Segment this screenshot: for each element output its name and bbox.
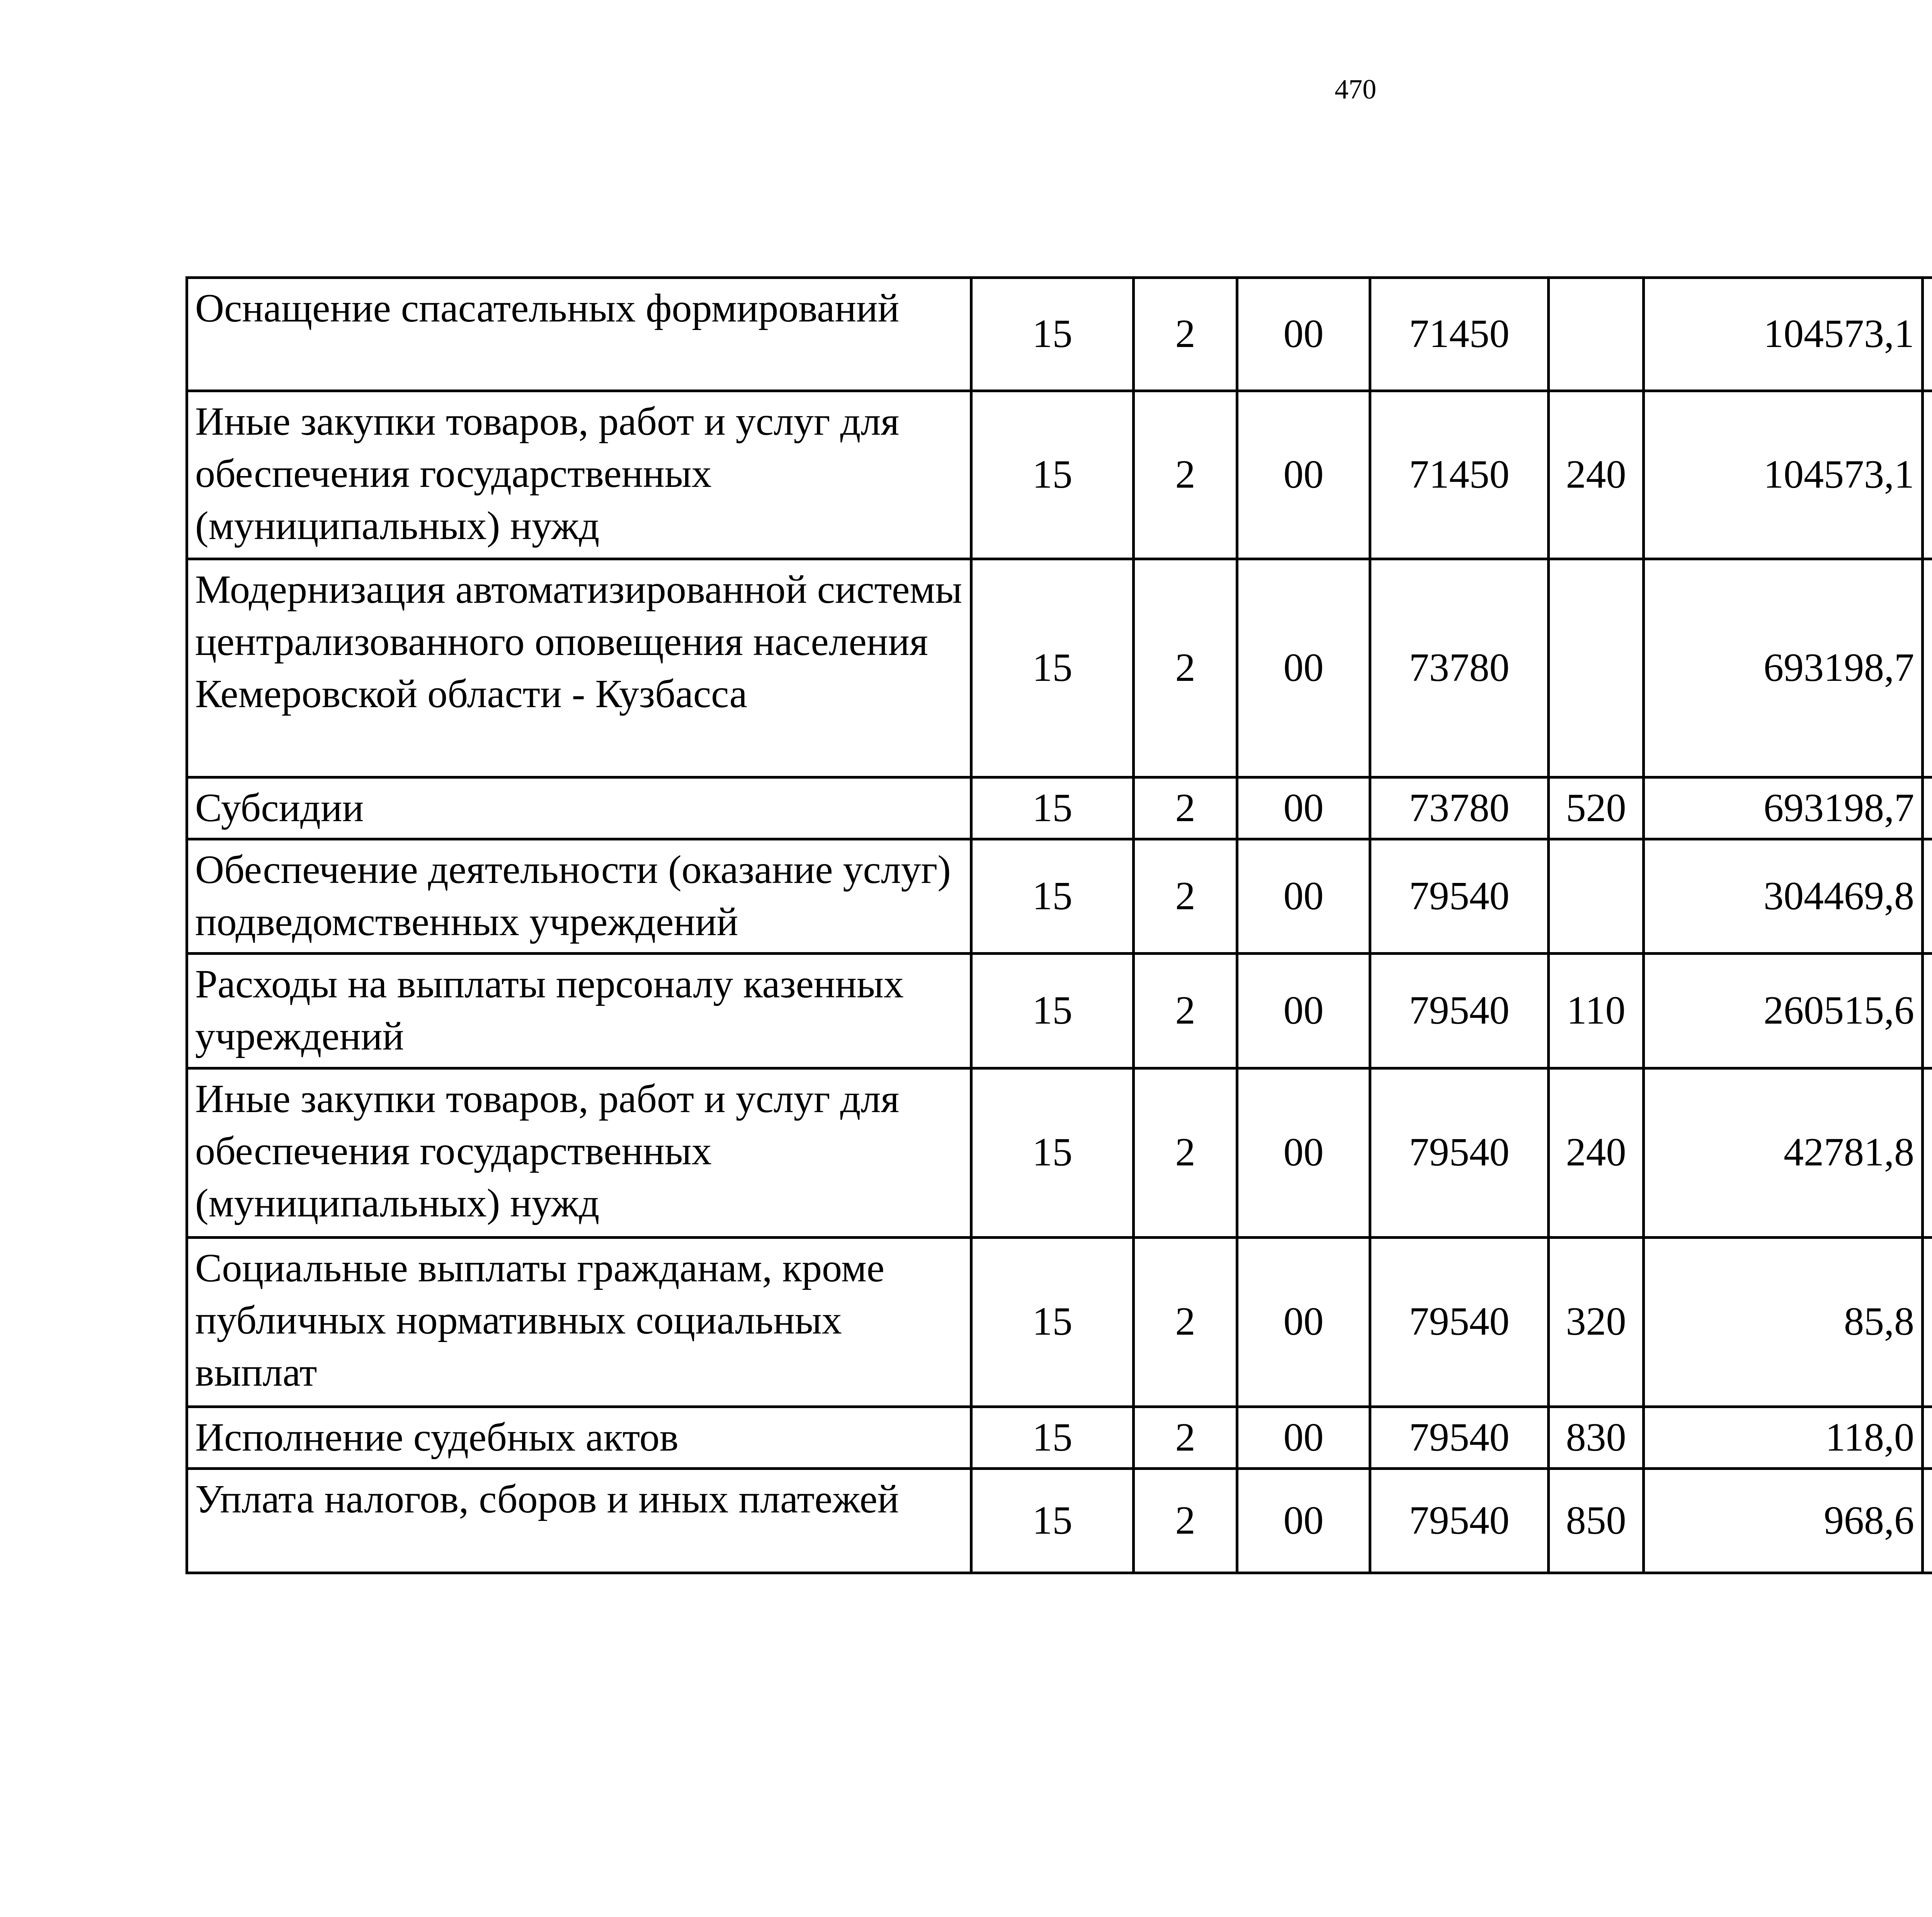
direction-code-cell: 73780: [1370, 559, 1549, 777]
amount-cell-1: 693198,7: [1644, 777, 1923, 839]
program-code-cell: 2: [1134, 953, 1237, 1068]
row-name-cell: Иные закупки товаров, работ и услуг для обеспечения государственных (муниципальных) нужд: [187, 391, 971, 559]
direction-code-cell: 71450: [1370, 278, 1549, 391]
subprogram-code-cell: 00: [1237, 1468, 1370, 1573]
expense-type-cell: 110: [1549, 953, 1644, 1068]
section-code-cell: 15: [971, 953, 1134, 1068]
section-code-cell: 15: [971, 559, 1134, 777]
table-row: [187, 839, 1932, 953]
amount-cell-1: 693198,7: [1644, 559, 1923, 777]
expense-type-cell: 850: [1549, 1468, 1644, 1573]
subprogram-code-cell: 00: [1237, 839, 1370, 953]
row-name-cell: Иные закупки товаров, работ и услуг для обеспечения государственных (муниципальных) нужд: [187, 1068, 971, 1237]
amount-cell-1: 260515,6: [1644, 953, 1923, 1068]
expense-type-cell: [1549, 559, 1644, 777]
table-row: [187, 953, 1932, 1068]
program-code-cell: 2: [1134, 391, 1237, 559]
subprogram-code-cell: 00: [1237, 1237, 1370, 1407]
subprogram-code-cell: 00: [1237, 1068, 1370, 1237]
direction-code-cell: 79540: [1370, 1468, 1549, 1573]
expense-type-cell: 320: [1549, 1237, 1644, 1407]
amount-cell-2: [1923, 391, 1932, 559]
amount-cell-2: [1923, 1237, 1932, 1407]
section-code-cell: 15: [971, 1468, 1134, 1573]
table-row: [187, 1068, 1932, 1237]
section-code-cell: 15: [971, 777, 1134, 839]
expense-type-cell: 830: [1549, 1407, 1644, 1468]
amount-cell-1: 118,0: [1644, 1407, 1923, 1468]
amount-cell-2: [1923, 559, 1932, 777]
amount-cell-2: [1923, 1468, 1932, 1573]
table-row: [187, 559, 1932, 777]
section-code-cell: 15: [971, 391, 1134, 559]
amount-cell-2: [1923, 953, 1932, 1068]
row-name-cell: Социальные выплаты гражданам, кроме публичных нормативных социальных выплат: [187, 1237, 971, 1407]
row-name-cell: Оснащение спасательных формирований: [187, 278, 971, 391]
row-name-cell: Модернизация автоматизированной системы централизованного оповещения населения Кемеровской области - Кузбасса: [187, 559, 971, 777]
section-code-cell: 15: [971, 839, 1134, 953]
subprogram-code-cell: 00: [1237, 953, 1370, 1068]
direction-code-cell: 79540: [1370, 953, 1549, 1068]
section-code-cell: 15: [971, 1407, 1134, 1468]
amount-cell-1: 104573,1: [1644, 278, 1923, 391]
section-code-cell: 15: [971, 1068, 1134, 1237]
row-name-cell: Исполнение судебных актов: [187, 1407, 971, 1468]
expense-type-cell: [1549, 839, 1644, 953]
direction-code-cell: 79540: [1370, 839, 1549, 953]
amount-cell-1: 42781,8: [1644, 1068, 1923, 1237]
expense-type-cell: 240: [1549, 1068, 1644, 1237]
direction-code-cell: 79540: [1370, 1068, 1549, 1237]
direction-code-cell: 73780: [1370, 777, 1549, 839]
amount-cell-2: [1923, 278, 1932, 391]
direction-code-cell: 79540: [1370, 1407, 1549, 1468]
amount-cell-2: [1923, 1068, 1932, 1237]
table-row: [187, 1407, 1932, 1468]
subprogram-code-cell: 00: [1237, 391, 1370, 559]
program-code-cell: 2: [1134, 278, 1237, 391]
direction-code-cell: 79540: [1370, 1237, 1549, 1407]
subprogram-code-cell: 00: [1237, 278, 1370, 391]
amount-cell-1: 104573,1: [1644, 391, 1923, 559]
section-code-cell: 15: [971, 278, 1134, 391]
table-row: [187, 777, 1932, 839]
program-code-cell: 2: [1134, 777, 1237, 839]
amount-cell-1: 85,8: [1644, 1237, 1923, 1407]
budget-table: [185, 276, 1932, 1574]
program-code-cell: 2: [1134, 559, 1237, 777]
program-code-cell: 2: [1134, 1468, 1237, 1573]
program-code-cell: 2: [1134, 1068, 1237, 1237]
amount-cell-2: [1923, 777, 1932, 839]
subprogram-code-cell: 00: [1237, 559, 1370, 777]
table-row: [187, 1468, 1932, 1573]
row-name-cell: Субсидии: [187, 777, 971, 839]
program-code-cell: 2: [1134, 839, 1237, 953]
table-row: [187, 278, 1932, 391]
expense-type-cell: 520: [1549, 777, 1644, 839]
row-name-cell: Уплата налогов, сборов и иных платежей: [187, 1468, 971, 1573]
amount-cell-1: 304469,8: [1644, 839, 1923, 953]
expense-type-cell: 240: [1549, 391, 1644, 559]
subprogram-code-cell: 00: [1237, 777, 1370, 839]
program-code-cell: 2: [1134, 1407, 1237, 1468]
program-code-cell: 2: [1134, 1237, 1237, 1407]
row-name-cell: Обеспечение деятельности (оказание услуг) подведомственных учреждений: [187, 839, 971, 953]
row-name-cell: Расходы на выплаты персоналу казенных учреждений: [187, 953, 971, 1068]
table-row: [187, 1237, 1932, 1407]
amount-cell-2: [1923, 839, 1932, 953]
expense-type-cell: [1549, 278, 1644, 391]
amount-cell-1: 968,6: [1644, 1468, 1923, 1573]
amount-cell-2: [1923, 1407, 1932, 1468]
page-number: 470: [1335, 74, 1376, 105]
table-row: [187, 391, 1932, 559]
subprogram-code-cell: 00: [1237, 1407, 1370, 1468]
section-code-cell: 15: [971, 1237, 1134, 1407]
direction-code-cell: 71450: [1370, 391, 1549, 559]
